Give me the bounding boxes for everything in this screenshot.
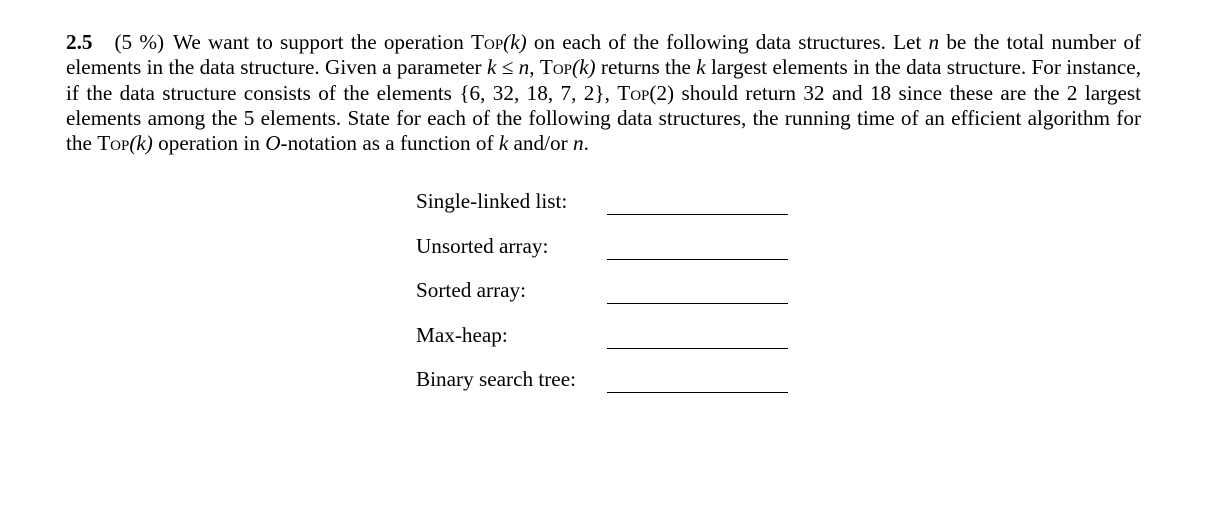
answer-row — [416, 367, 796, 412]
operation-arg: (k) — [503, 30, 527, 54]
problem-text: on each of the following data structures. Let — [526, 30, 929, 54]
operation-name: Top — [471, 30, 504, 54]
operation-arg: (2) — [649, 80, 675, 105]
leq-symbol: ≤ — [496, 55, 519, 80]
big-o-symbol: O — [265, 131, 281, 156]
problem-text: should return 32 and 18 since these are the 2 largest elements among the 5 elements. State for each of the following data structures, the running time of an efficient algorithm for the — [66, 80, 1141, 156]
answer-label: Sorted array: — [416, 278, 527, 302]
answer-label: Binary search tree: — [416, 367, 577, 391]
answer-blank[interactable] — [607, 303, 788, 304]
variable-k: k — [498, 131, 509, 156]
operation-name: Top — [617, 80, 650, 105]
answer-blank[interactable] — [607, 214, 788, 215]
problem-text: operation in — [152, 131, 266, 156]
variable-n: n — [518, 55, 530, 80]
problem-text: largest elements in the data structure. For instance, if the data structure consists of the elements {6, 32, 18, 7, 2}, — [66, 55, 1141, 105]
answer-row — [416, 323, 796, 368]
problem-weight: (5 %) — [114, 30, 165, 54]
operation-name: Top — [539, 55, 573, 80]
operation-arg: (k) — [572, 55, 596, 80]
variable-n: n — [572, 131, 584, 156]
problem-text: We want to support the operation — [173, 30, 472, 54]
answer-blank[interactable] — [607, 348, 788, 349]
answer-label: Single-linked list: — [416, 189, 568, 213]
answer-list — [416, 189, 796, 412]
answer-blank[interactable] — [607, 259, 788, 260]
operation-name: Top — [97, 131, 130, 156]
problem-text: . — [583, 131, 589, 156]
problem-text: -notation as a function of — [280, 131, 499, 156]
answer-label: Max-heap: — [416, 322, 508, 347]
problem-statement — [66, 30, 1141, 156]
problem-text: returns the — [595, 55, 697, 80]
answer-row — [416, 189, 796, 234]
problem-text: , — [529, 55, 540, 80]
problem-number: 2.5 — [66, 30, 93, 54]
answer-row — [416, 278, 796, 323]
problem-text: and/or — [508, 131, 573, 156]
answer-label: Unsorted array: — [416, 233, 549, 258]
answer-blank[interactable] — [607, 392, 788, 393]
problem-text: be the total number of elements in the data structure. Given a parameter — [66, 30, 1141, 80]
operation-arg: (k) — [129, 131, 153, 156]
variable-k: k — [696, 55, 706, 80]
answer-row — [416, 234, 796, 279]
variable-k: k — [486, 55, 497, 80]
variable-n: n — [928, 30, 940, 54]
